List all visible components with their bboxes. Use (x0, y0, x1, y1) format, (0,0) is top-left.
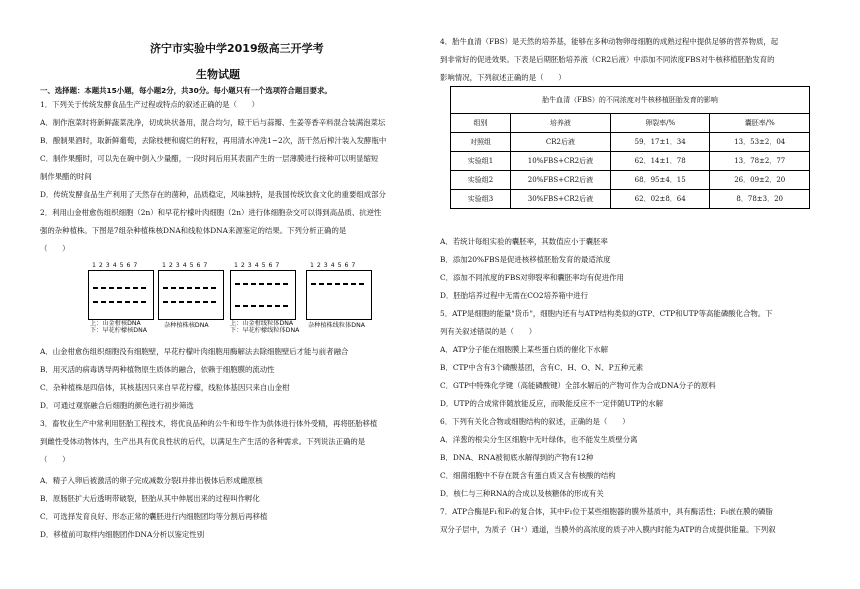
table-cell: 13．78±2．77 (710, 152, 810, 171)
table-caption: 胎牛血清（FBS）的不同浓度对牛核移植胚胎发育的影响 (451, 87, 810, 114)
option-line: B．添加20%FBS是促进核移植胚胎发育的最适浓度 (440, 255, 611, 264)
option-line: A．若统计每组实验的囊胚率，其数值应小于囊胚率 (440, 237, 608, 246)
gel-lane-numbers: 1 2 3 4 5 6 7 (92, 262, 138, 269)
question-line: 影响情况，下列叙述正确的是（ ） (440, 73, 566, 82)
question-line: 到雌性受体动物体内，生产出具有优良性状的后代，以满足生产生活的各种需求。下列说法正确的是 (40, 437, 366, 446)
table-cell: 26．09±2．20 (710, 171, 810, 190)
option-line: B．原肠胚扩大后透明带破裂，胚胎从其中伸展出来的过程叫作孵化 (40, 494, 260, 503)
table-header: 组别 (451, 114, 511, 133)
question-line: 2．利用山金柑愈伤组织细胞（2n）和早花柠檬叶肉细胞（2n）进行体细胞杂交可以得到高品质、抗逆性 (40, 208, 382, 217)
option-line: B．CTP中含有3个磷酸基团，含有C、H、O、N、P五种元素 (440, 363, 644, 372)
gel-caption: 上：山金柑核DNA (90, 320, 141, 327)
table-cell: 实验组3 (451, 190, 511, 209)
gel-panel-mito-hybrid (306, 270, 372, 320)
table-cell: 实验组2 (451, 171, 511, 190)
option-line: C．杂种植株是四倍体，其核基因只来自早花柠檬，线粒体基因只来自山金柑 (40, 383, 290, 392)
option-line: D．移植前可取样内细胞团作DNA分析以鉴定性别 (40, 530, 205, 539)
question-line: 3．畜牧业生产中常利用胚胎工程技术，将优良品种的公牛和母牛作为供体进行体外受精，再将胚胎移植 (40, 419, 378, 428)
question-line: C．制作果醋时，可以先在碗中倒入少量醋，一段时间后用其表面产生的一层薄膜进行接种可以明显缩短 (40, 154, 379, 163)
table-row (451, 171, 810, 190)
table-header-row (451, 114, 810, 133)
option-line: C．添加不同浓度的FBS对卵裂率和囊胚率均有促进作用 (440, 273, 624, 282)
question-line: A．制作泡菜时将新鲜蔬菜洗净，切成块状备用，混合均匀，晾干后与蒜瓣、生姜等香辛料混合装满泡菜坛 (40, 118, 386, 127)
gel-caption: 杂种植株核DNA (164, 322, 209, 329)
question-line: 到非常好的促进效果。下表是后期胚胎培养液（CR2后液）中添加不同浓度FBS对牛核移植胚胎发育的 (440, 55, 775, 64)
question-line: （ ） (40, 244, 70, 253)
option-line: B．DNA、RNA被彻底水解得到的产物有12种 (440, 453, 594, 462)
page-subtitle: 生物试题 (196, 68, 240, 81)
table-cell: 62．14±1．78 (610, 152, 710, 171)
gel-caption: 下：早花柠檬核DNA (90, 327, 147, 334)
table-caption-row (451, 87, 810, 114)
option-line: A．洋葱的根尖分生区细胞中无叶绿体，也不能发生质壁分离 (440, 435, 638, 444)
gel-lane-numbers: 1 2 3 4 5 6 7 (310, 262, 356, 269)
table-row (451, 133, 810, 152)
option-line: C．GTP中特殊化学键（高能磷酸键）全部水解后的产物可作为合成DNA分子的原料 (440, 381, 716, 390)
table-cell: 59．17±1．34 (610, 133, 710, 152)
table-cell: 10%FBS+CR2后液 (510, 152, 610, 171)
data-table (450, 86, 810, 209)
gel-caption: 上：山金柑线粒体DNA (230, 320, 294, 327)
option-line: A．ATP分子能在细胞膜上某些蛋白质的催化下水解 (440, 345, 608, 354)
table-cell: 8．78±3．20 (710, 190, 810, 209)
table-header: 卵裂率/% (610, 114, 710, 133)
table-cell: 30%FBS+CR2后液 (510, 190, 610, 209)
option-line: D．核仁与三种RNA的合成以及核糖体的形成有关 (440, 489, 604, 498)
option-line: D．胚胎培养过程中无需在CO2培养箱中进行 (440, 291, 588, 300)
gel-panel-nuclear-hybrid (158, 270, 224, 320)
question-line: 双分子层中，为质子（H⁺）通道，当膜外的高浓度的质子冲入膜内时能为ATP的合成提供能量。下列叙 (440, 525, 776, 534)
table-cell: 20%FBS+CR2后液 (510, 171, 610, 190)
question-line: 6．下列有关化合物或细胞结构的叙述，正确的是（ ） (440, 417, 630, 426)
question-line: 4．胎牛血清（FBS）是天然的培养基，能够在多种动物卵母细胞的成熟过程中提供足够的营养物质，起 (440, 37, 779, 46)
page-title: 济宁市实验中学2019级高三开学考 (150, 42, 324, 55)
question-line: B．酿制果酒时，取新鲜葡萄，去除枝梗和腐烂的籽粒，再用清水冲洗1~2次，沥干然后榨汁装入发酵瓶中 (40, 136, 387, 145)
question-line: 7．ATP合酶是F₁和F₀的复合体，其中F₁位于某些细胞器的膜外基质中，具有酶活性；F₀嵌在膜的磷脂 (440, 507, 773, 516)
option-line: D．UTP的合成常伴随放能反应，而吸能反应不一定伴随UTP的水解 (440, 399, 663, 408)
question-line: 1．下列关于传统发酵食品生产过程或特点的叙述正确的是（ ） (40, 100, 260, 109)
table-row (451, 152, 810, 171)
gel-lane-numbers: 1 2 3 4 5 6 7 (162, 262, 208, 269)
table-cell: 实验组1 (451, 152, 511, 171)
table-cell: 68．95±4．15 (610, 171, 710, 190)
option-line: B．用灭活的病毒诱导两种植物原生质体的融合，依赖于细胞膜的流动性 (40, 365, 275, 374)
question-line: 列有关叙述错误的是（ ） (440, 327, 537, 336)
table-cell: 13．53±2．04 (710, 133, 810, 152)
table-header: 囊胚率/% (710, 114, 810, 133)
option-line: D．可通过观察融合后细胞的颜色进行初步筛选 (40, 401, 194, 410)
option-line: C．可选择发育良好、形态正常的囊胚进行内细胞团均等分割后再移植 (40, 512, 268, 521)
question-line: 强的杂种植株。下图是7组杂种植株核DNA和线粒体DNA来源鉴定的结果。下列分析正确的是 (40, 226, 347, 235)
option-line: A．精子入卵后被激活的卵子完成减数分裂Ⅰ并排出极体后形成雌原核 (40, 476, 263, 485)
question-line: 制作果醋的时间 (40, 172, 92, 181)
gel-lane-numbers: 1 2 3 4 5 6 7 (234, 262, 280, 269)
gel-caption: 杂种植株线粒体DNA (308, 322, 365, 329)
question-line: 5．ATP是细胞的能量"货币"，细胞内还有与ATP结构类似的GTP、CTP和UTP等高能磷酸化合物。下 (440, 309, 773, 318)
option-line: C．细菌细胞中不存在既含有蛋白质又含有核酸的结构 (440, 471, 616, 480)
gel-panel-mito-parents (230, 270, 296, 320)
section-heading: 一、选择题：本题共15小题，每小题2分，共30分。每小题只有一个选项符合题目要求。 (40, 86, 332, 95)
table-cell: 62．02±8．64 (610, 190, 710, 209)
gel-caption: 下：早花柠檬线粒体DNA (230, 327, 300, 334)
table-cell: CR2后液 (510, 133, 610, 152)
table-header: 培养液 (510, 114, 610, 133)
table-cell: 对照组 (451, 133, 511, 152)
option-line: A．山金柑愈伤组织细胞没有细胞壁，早花柠檬叶肉细胞用酶解法去除细胞壁后才能与前者融合 (40, 347, 349, 356)
gel-panel-nuclear-parents (88, 270, 154, 320)
question-line: （ ） (40, 455, 70, 464)
question-line: D．传统发酵食品生产利用了天然存在的菌种，品质稳定，风味独特，是我国传统饮食文化的重要组成部分 (40, 190, 386, 199)
table-row (451, 190, 810, 209)
